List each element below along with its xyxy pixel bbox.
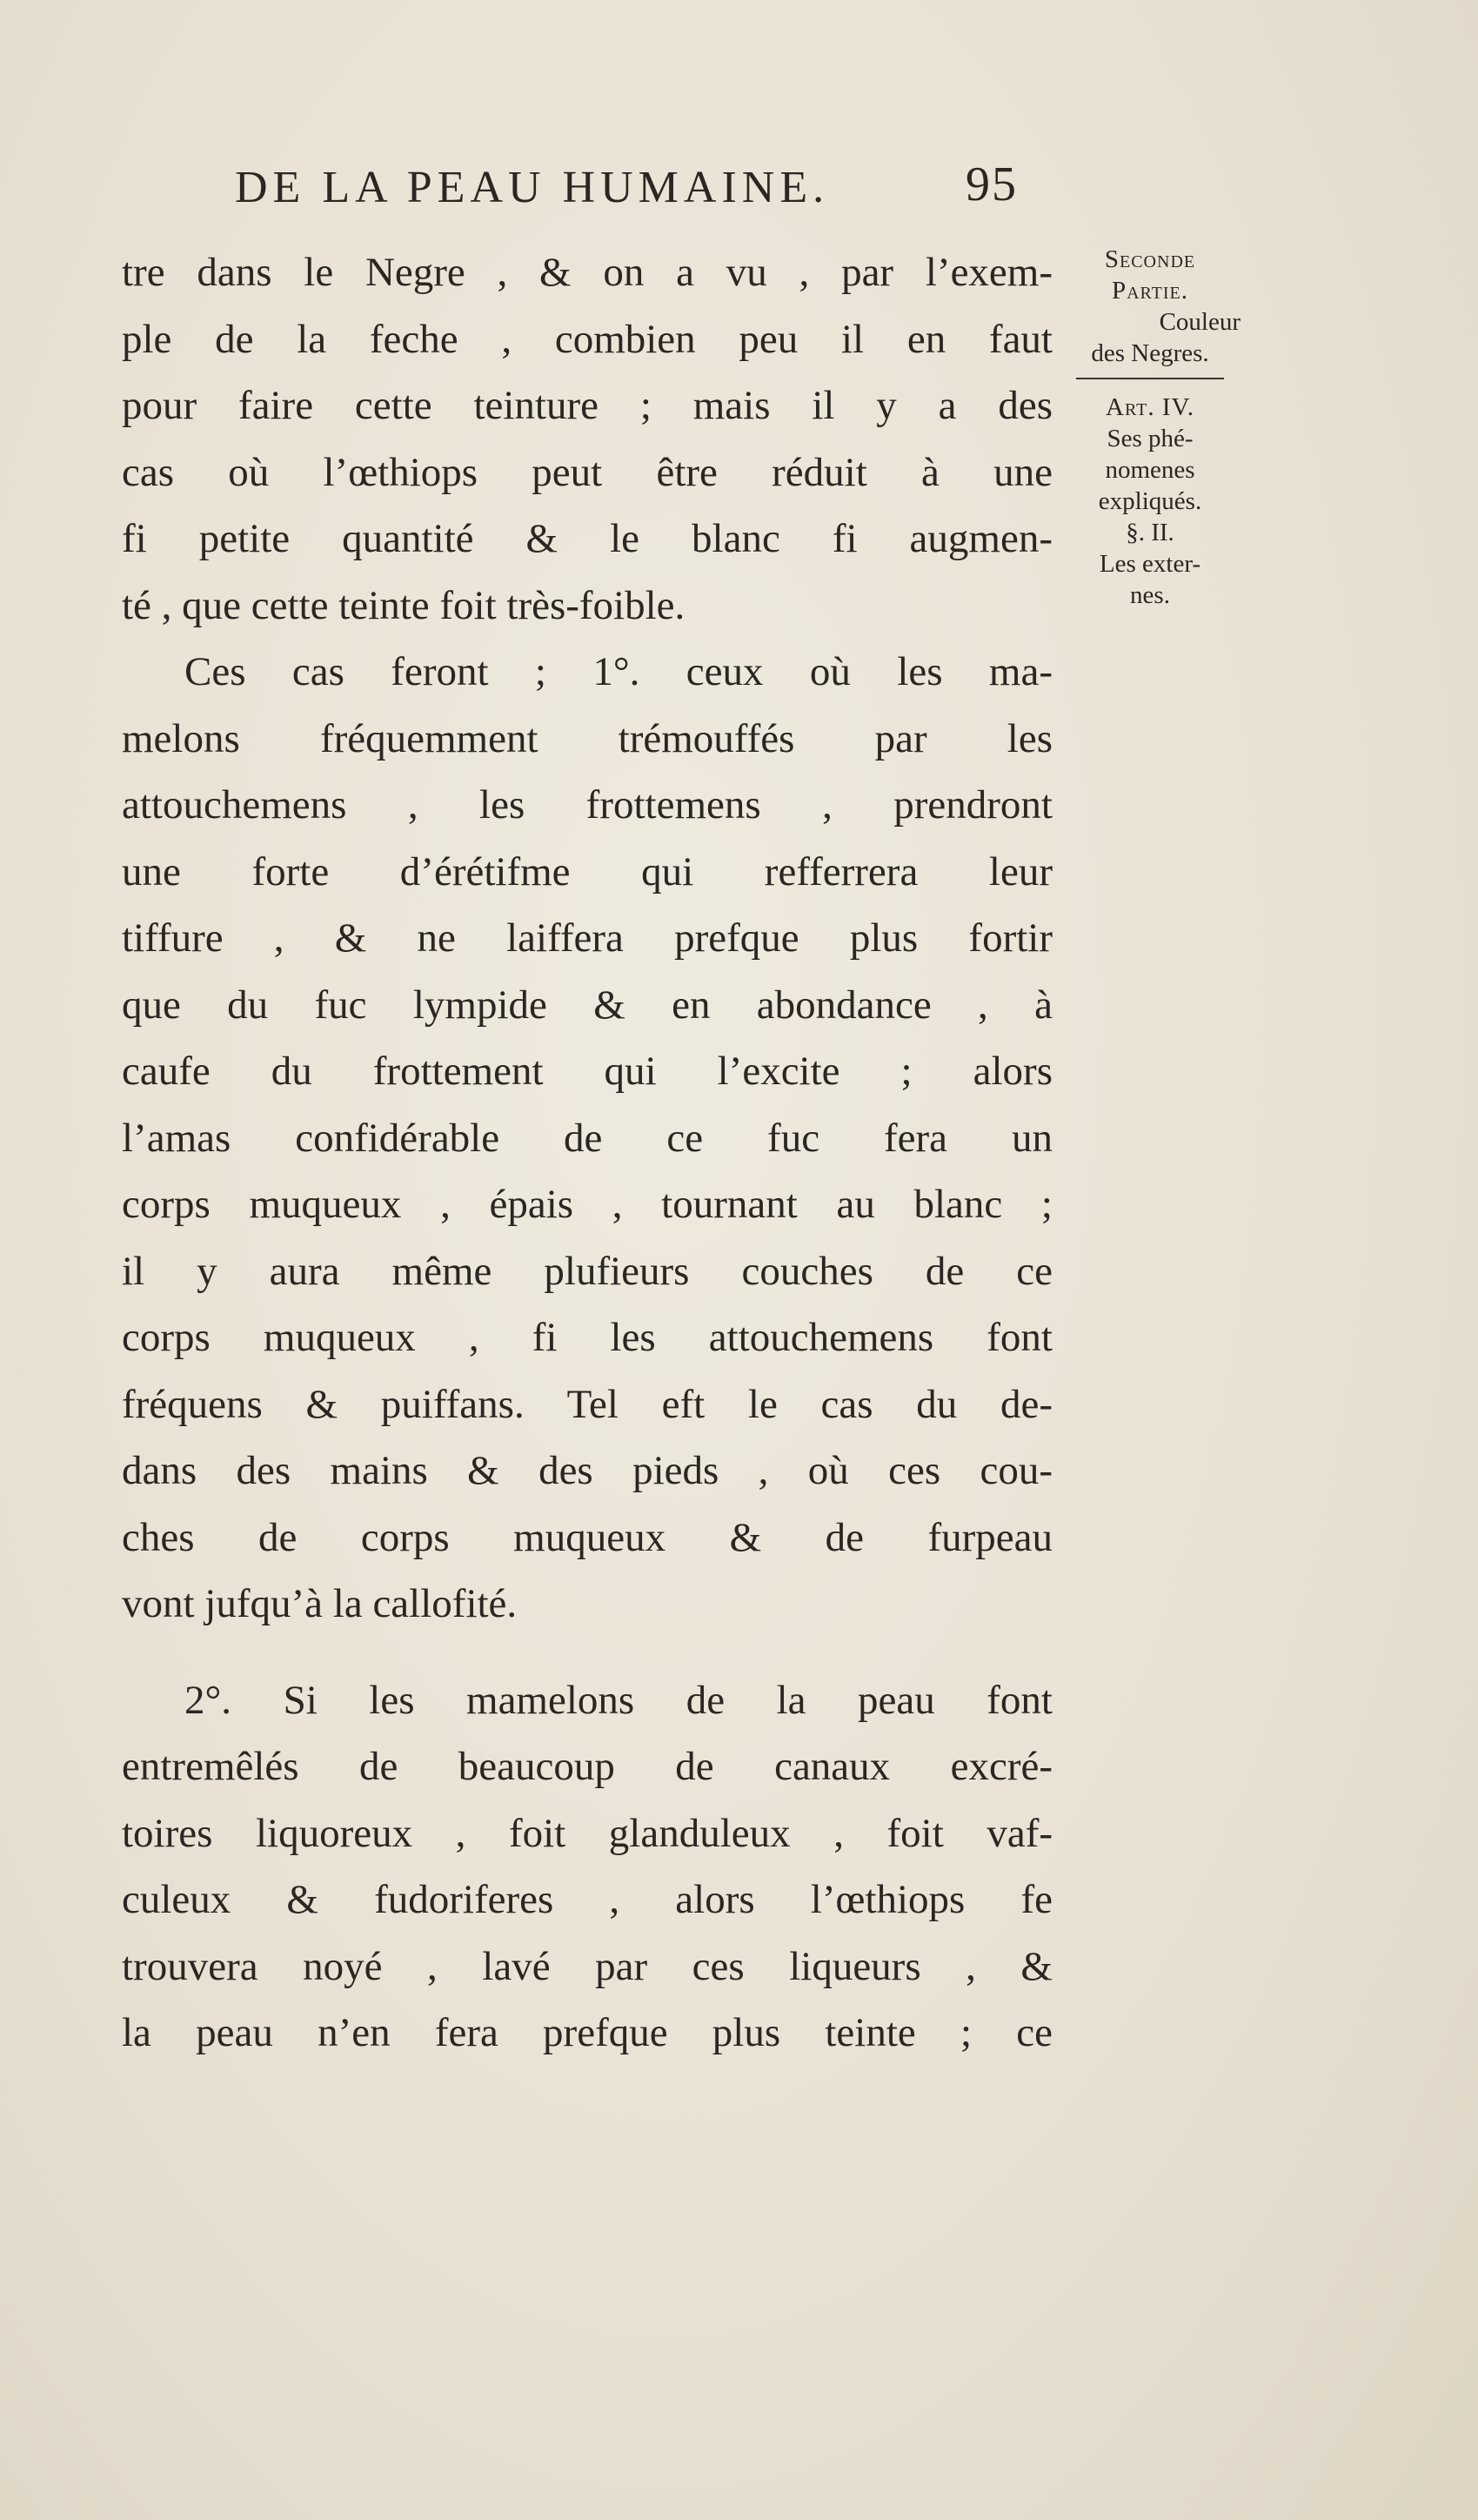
text-line: ches de corps muqueux & de furpeau	[122, 1514, 1053, 1560]
main-text	[122, 239, 1053, 2067]
text-line: trouvera noyé , lavé par ces liqueurs , &	[122, 1943, 1053, 1989]
margin-nomenes: nomenes	[1105, 456, 1195, 484]
margin-expliques: expliqués.	[1098, 487, 1202, 515]
text-line: pour faire cette teinture ; mais il y a des	[122, 383, 1053, 428]
text-line: tiffure , & ne laiffera prefque plus fortir	[122, 915, 1053, 961]
page-number: 95	[966, 158, 1018, 211]
text-line: fréquens & puiffans. Tel eft le cas du de-	[122, 1381, 1053, 1427]
text-line: que du fuc lympide & en abondance , à	[122, 982, 1053, 1028]
margin-des-negres: des Negres.	[1091, 339, 1209, 367]
text-line: ple de la feche , combien peu il en faut	[122, 316, 1053, 362]
margin-rule	[1076, 378, 1224, 379]
text-line: vont jufqu’à la callofité.	[122, 1581, 518, 1626]
margin-les-exter: Les exter-	[1099, 550, 1201, 578]
text-line: caufe du frottement qui l’excite ; alors	[122, 1049, 1053, 1094]
text-line: la peau n’en fera prefque plus teinte ; ce	[122, 2010, 1053, 2055]
margin-section: §. II.	[1126, 519, 1174, 546]
margin-article: Art. IV.	[1106, 393, 1194, 421]
margin-partie: Partie.	[1111, 277, 1189, 305]
text-line: fi petite quantité & le blanc fi augmen-	[122, 516, 1053, 561]
margin-couleur: Couleur	[1159, 308, 1241, 336]
text-line: cas où l’œthiops peut être réduit à une	[122, 449, 1053, 495]
paragraph-gap	[122, 1638, 1053, 1667]
text-line: l’amas confidérable de ce fuc fera un	[122, 1115, 1053, 1161]
margin-ses-phe: Ses phé-	[1107, 425, 1194, 452]
text-line: 2°. Si les mamelons de la peau font	[184, 1677, 1053, 1723]
text-line: Ces cas feront ; 1°. ceux où les ma-	[184, 649, 1053, 694]
marginal-notes	[1054, 244, 1246, 611]
text-line: il y aura même plufieurs couches de ce	[122, 1248, 1053, 1294]
text-line: culeux & fudoriferes , alors l’œthiops fe	[122, 1877, 1053, 1922]
margin-nes: nes.	[1130, 581, 1170, 609]
text-line: corps muqueux , fi les attouchemens font	[122, 1315, 1053, 1360]
text-line: dans des mains & des pieds , où ces cou-	[122, 1448, 1053, 1493]
text-line: attouchemens , les frottemens , prendront	[122, 782, 1053, 828]
margin-seconde: Seconde	[1104, 245, 1196, 273]
running-header	[235, 158, 1087, 223]
text-line: toires liquoreux , foit glanduleux , foit vaf-	[122, 1810, 1053, 1856]
text-line: tre dans le Negre , & on a vu , par l’exem-	[122, 250, 1053, 295]
running-title: DE LA PEAU HUMAINE.	[235, 163, 830, 212]
text-line: entremêlés de beaucoup de canaux excré-	[122, 1744, 1053, 1789]
text-line: corps muqueux , épais , tournant au blanc ;	[122, 1182, 1053, 1227]
text-line: une forte d’érétifme qui refferrera leur	[122, 848, 1053, 895]
text-line: té , que cette teinte foit très-foible.	[122, 582, 685, 628]
text-line: melons fréquemment trémouffés par les	[122, 715, 1053, 761]
